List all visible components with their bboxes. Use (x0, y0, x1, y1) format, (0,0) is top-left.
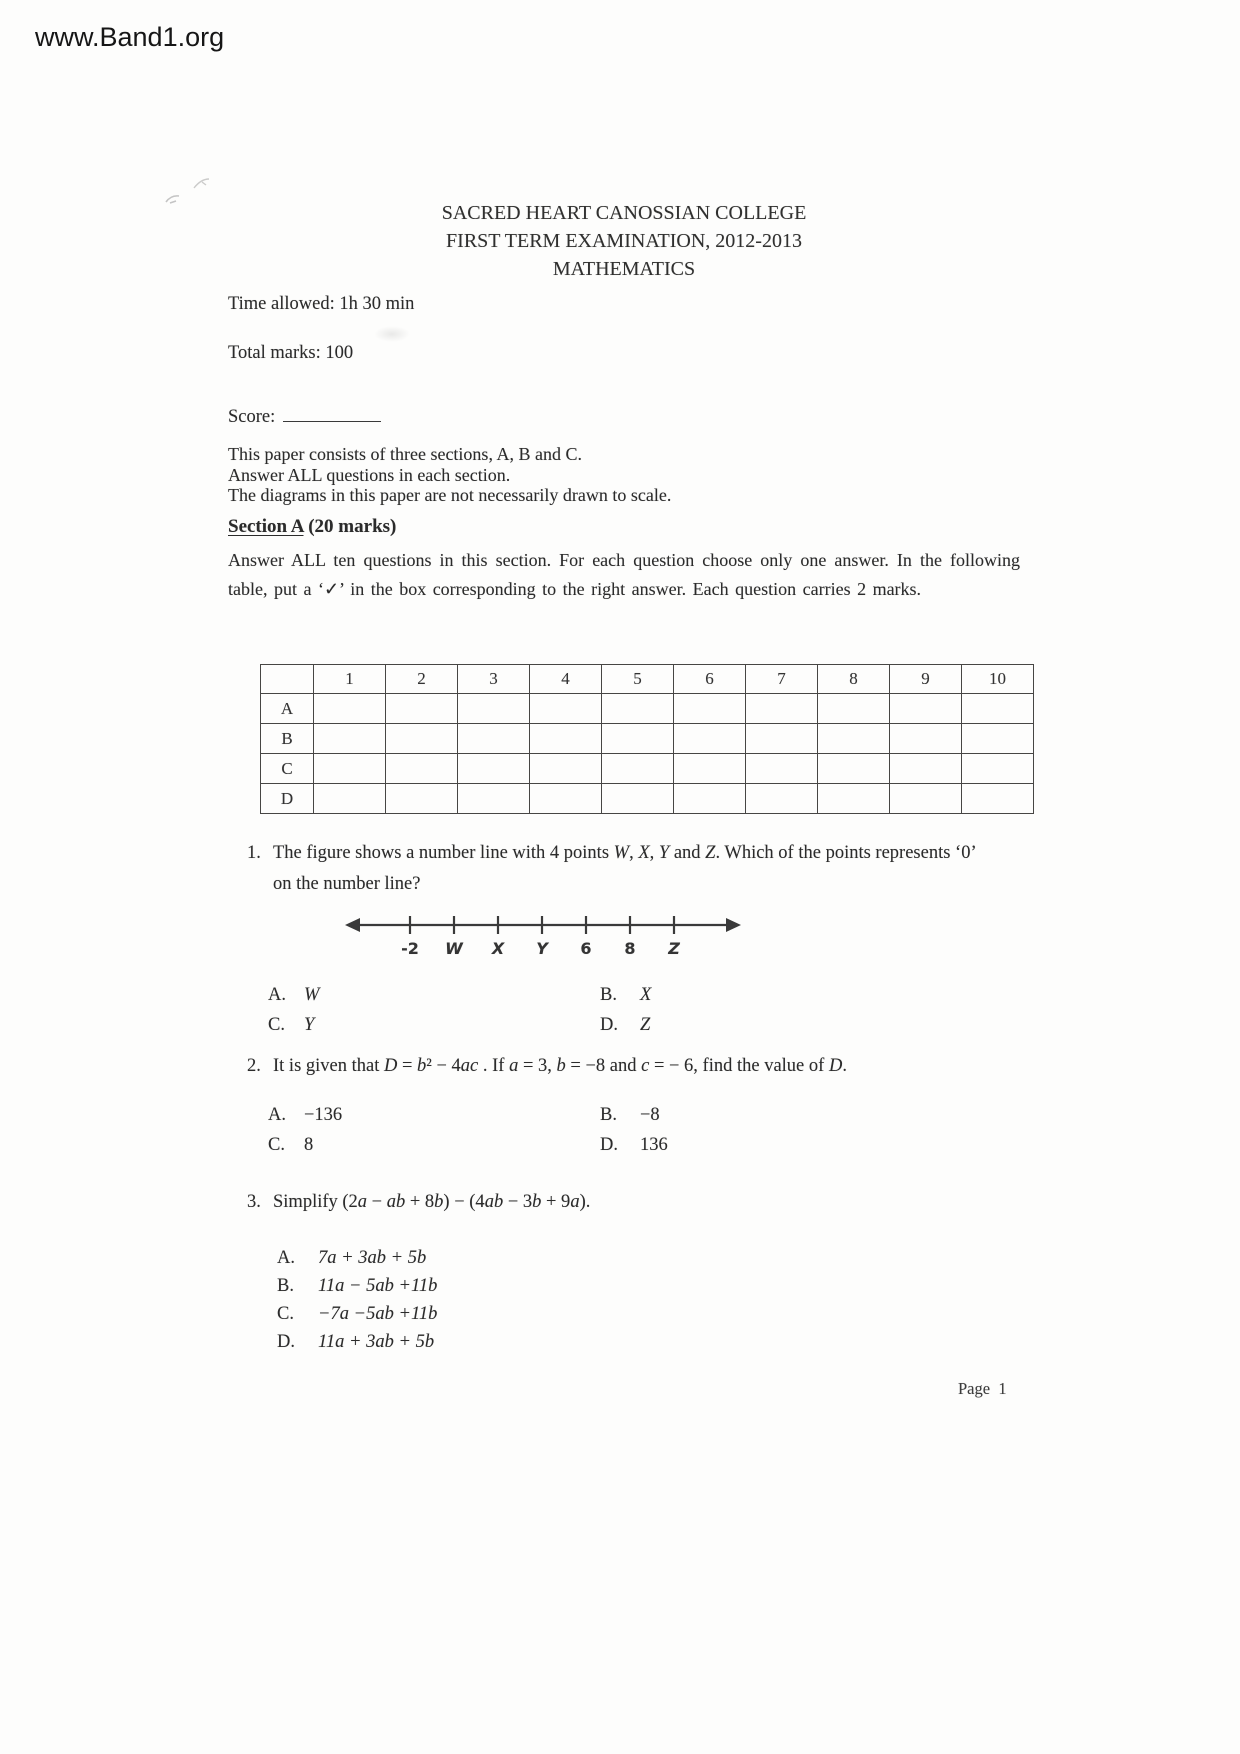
answer-table-col-header: 9 (890, 665, 962, 694)
answer-table-cell (674, 694, 746, 724)
answer-table-col-header: 1 (314, 665, 386, 694)
answer-table-cell (314, 694, 386, 724)
tick-label: W (445, 939, 463, 958)
scan-smudge (374, 326, 410, 342)
section-a-title: Section A (228, 516, 304, 537)
answer-table-cell (674, 754, 746, 784)
option-value: W (304, 985, 320, 1005)
answer-table-cell (602, 694, 674, 724)
answer-table-cell (458, 784, 530, 814)
question-1 (247, 838, 1029, 900)
question-2-options (268, 1100, 668, 1160)
answer-table-cell (674, 784, 746, 814)
answer-table-col-header: 5 (602, 665, 674, 694)
question-text (273, 1187, 1029, 1218)
score-row (228, 404, 381, 428)
arrow-left-icon (345, 918, 360, 932)
answer-table-row-label: D (261, 784, 314, 814)
answer-table-cell (458, 724, 530, 754)
answer-table-cell (386, 694, 458, 724)
school-name: SACRED HEART CANOSSIAN COLLEGE (441, 202, 807, 224)
answer-table-row-label: A (261, 694, 314, 724)
answer-table-col-header: 4 (530, 665, 602, 694)
question-text-line: Simplify (2a − ab + 8b) − (4ab − 3b + 9a). (273, 1192, 591, 1212)
answer-table-row (261, 754, 1034, 784)
general-instructions (228, 444, 671, 506)
instruction-line: Answer ALL questions in each section. (228, 464, 511, 485)
option-letter: D. (600, 1015, 618, 1035)
answer-table-cell (890, 754, 962, 784)
answer-table-cell (818, 724, 890, 754)
answer-table-cell (818, 784, 890, 814)
instruction-line: This paper consists of three sections, A, B and C. (228, 444, 582, 464)
answer-table-cell (602, 754, 674, 784)
answer-table-cell (746, 724, 818, 754)
question-number: 1. (247, 843, 261, 863)
option-letter: B. (277, 1276, 294, 1296)
question-text (273, 1051, 1029, 1082)
option-value: X (640, 985, 652, 1005)
option-letter: A. (277, 1248, 295, 1268)
subject-title: MATHEMATICS (552, 258, 696, 280)
option-value: −136 (304, 1105, 343, 1125)
answer-table-row-label: C (261, 754, 314, 784)
page-number: Page 1 (958, 1379, 1007, 1398)
answer-table-cell (962, 694, 1034, 724)
answer-table-cell (746, 784, 818, 814)
question-text (273, 838, 1029, 900)
score-blank-line (283, 404, 381, 422)
question-text-line: The figure shows a number line with 4 points W, X, Y and Z. Which of the points represents ‘0’ (273, 843, 977, 863)
section-a-heading (228, 516, 396, 538)
question-1-options (268, 980, 651, 1040)
option-value: 11a − 5ab +11b (318, 1276, 438, 1296)
question-2 (247, 1051, 1029, 1082)
site-watermark: www.Band1.org (35, 22, 225, 52)
option-letter: C. (277, 1304, 294, 1324)
answer-table-cell (746, 694, 818, 724)
answer-table-row (261, 784, 1034, 814)
option-letter: C. (268, 1015, 285, 1035)
answer-table-col-header: 6 (674, 665, 746, 694)
answer-table-cell (674, 724, 746, 754)
answer-table-col-header: 7 (746, 665, 818, 694)
answer-table (260, 664, 1034, 814)
number-line-figure (343, 898, 743, 962)
arrow-right-icon (726, 918, 741, 932)
number-line-axis (357, 916, 729, 934)
question-text-line: It is given that D = b² − 4ac . If a = 3, b = −8 and c = − 6, find the value of D. (273, 1056, 847, 1076)
answer-table-cell (962, 754, 1034, 784)
question-number: 3. (247, 1192, 261, 1212)
answer-table-cell (890, 694, 962, 724)
option-letter: D. (600, 1135, 618, 1155)
answer-table-cell (530, 724, 602, 754)
option-value: −7a −5ab +11b (318, 1304, 438, 1324)
answer-table-cell (746, 754, 818, 784)
exam-title: FIRST TERM EXAMINATION, 2012-2013 (446, 230, 802, 252)
tick-label: Y (536, 939, 548, 958)
tick-label: Z (668, 939, 680, 958)
option-value: 11a + 3ab + 5b (318, 1332, 435, 1352)
answer-table-corner-cell (261, 665, 314, 694)
tick-label: 8 (624, 939, 636, 958)
answer-table-cell (530, 784, 602, 814)
option-letter: A. (268, 1105, 286, 1125)
total-marks: Total marks: 100 (228, 343, 354, 363)
answer-table-cell (818, 694, 890, 724)
answer-table-col-header: 8 (818, 665, 890, 694)
answer-table-cell (962, 724, 1034, 754)
section-a-intro: Answer ALL ten questions in this section. For each question choose only one answer. In the following table, put a ‘✓’ in the box corresponding to the right answer. Each question carries 2 marks. (228, 550, 1020, 599)
tick-label: -2 (401, 939, 419, 958)
answer-table-cell (386, 784, 458, 814)
answer-table-cell (890, 724, 962, 754)
option-value: 7a + 3ab + 5b (318, 1248, 427, 1268)
answer-table-col-header: 3 (458, 665, 530, 694)
answer-table-cell (386, 724, 458, 754)
answer-table-cell (962, 784, 1034, 814)
question-number: 2. (247, 1056, 261, 1076)
answer-table-header-row (261, 665, 1034, 694)
answer-table-cell (818, 754, 890, 784)
answer-table-cell (314, 754, 386, 784)
scan-pencil-mark (158, 172, 222, 212)
question-text-line: on the number line? (273, 874, 421, 894)
answer-table-row (261, 724, 1034, 754)
time-allowed: Time allowed: 1h 30 min (228, 294, 415, 314)
instruction-line: The diagrams in this paper are not necessarily drawn to scale. (228, 485, 672, 505)
answer-table-cell (530, 694, 602, 724)
tick-label: X (491, 939, 505, 958)
exam-title-block (228, 199, 1020, 283)
option-value: 136 (640, 1135, 668, 1155)
answer-table-cell (386, 754, 458, 784)
option-value: Z (640, 1015, 651, 1035)
option-value: Y (304, 1015, 315, 1035)
tick-label: 6 (580, 939, 592, 958)
answer-table-row-label: B (261, 724, 314, 754)
answer-table-cell (458, 754, 530, 784)
option-letter: A. (268, 985, 286, 1005)
answer-table-cell (458, 694, 530, 724)
option-letter: B. (600, 1105, 617, 1125)
answer-table-cell (314, 784, 386, 814)
option-letter: D. (277, 1332, 295, 1352)
question-3 (247, 1187, 1029, 1218)
option-value: −8 (640, 1105, 660, 1125)
answer-table-col-header: 2 (386, 665, 458, 694)
question-3-options (277, 1244, 437, 1356)
answer-table-cell (890, 784, 962, 814)
answer-table-col-header: 10 (962, 665, 1034, 694)
answer-table-row (261, 694, 1034, 724)
answer-table-cell (314, 724, 386, 754)
option-letter: C. (268, 1135, 285, 1155)
answer-table-cell (530, 754, 602, 784)
score-label: Score: (228, 407, 276, 427)
answer-table-cell (602, 724, 674, 754)
option-value: 8 (304, 1135, 314, 1155)
answer-table-cell (602, 784, 674, 814)
section-a-marks: (20 marks) (303, 516, 397, 537)
option-letter: B. (600, 985, 617, 1005)
